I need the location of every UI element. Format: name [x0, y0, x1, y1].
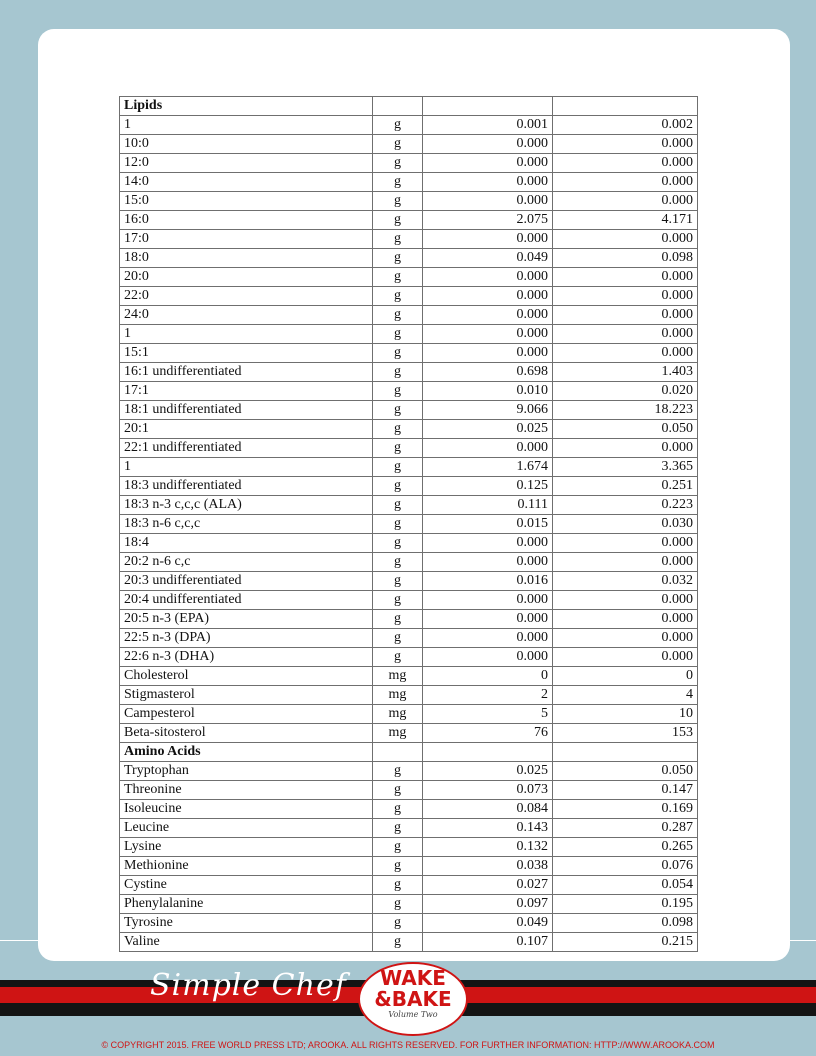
table-row: [120, 363, 698, 382]
unit: g: [373, 458, 423, 477]
nutrient-name: 18:1 undifferentiated: [120, 401, 373, 420]
nutrient-name: 1: [120, 325, 373, 344]
copyright-notice: © COPYRIGHT 2015. FREE WORLD PRESS LTD; AROOKA. ALL RIGHTS RESERVED. FOR FURTHER INFORMATION: HTTP://WWW.AROOKA.COM: [101, 1040, 715, 1050]
wake-bake-logo: [358, 962, 468, 1036]
table-row: [120, 914, 698, 933]
table-row: [120, 819, 698, 838]
amount-total: 0.169: [553, 800, 698, 819]
table-row: [120, 135, 698, 154]
amount-total: 4: [553, 686, 698, 705]
section-header-row: [120, 97, 698, 116]
amount-per-serving: 0.107: [423, 933, 553, 952]
amount-per-serving: 0: [423, 667, 553, 686]
nutrient-name: Cystine: [120, 876, 373, 895]
unit: g: [373, 857, 423, 876]
unit: g: [373, 572, 423, 591]
table-row: [120, 933, 698, 952]
table-row: [120, 553, 698, 572]
table-row: [120, 439, 698, 458]
table-row: [120, 876, 698, 895]
table-row: [120, 230, 698, 249]
table-row: [120, 762, 698, 781]
unit: g: [373, 781, 423, 800]
unit: g: [373, 762, 423, 781]
amount-total: 0.000: [553, 230, 698, 249]
amount-total: 0.076: [553, 857, 698, 876]
amount-total: 0.098: [553, 914, 698, 933]
unit: g: [373, 629, 423, 648]
table-row: [120, 477, 698, 496]
table-row: [120, 211, 698, 230]
nutrient-table: [119, 96, 698, 952]
unit: g: [373, 648, 423, 667]
unit: g: [373, 838, 423, 857]
simple-chef-logo: Simple Chef: [150, 968, 347, 1003]
table-row: [120, 420, 698, 439]
amount-total: 0.000: [553, 192, 698, 211]
nutrient-name: 20:0: [120, 268, 373, 287]
amount-total: 0.000: [553, 154, 698, 173]
unit: g: [373, 496, 423, 515]
unit: mg: [373, 724, 423, 743]
amount-per-serving: 0.000: [423, 553, 553, 572]
amount-per-serving: 1.674: [423, 458, 553, 477]
amount-per-serving: 2.075: [423, 211, 553, 230]
amount-total: 0.265: [553, 838, 698, 857]
amount-total: 0.000: [553, 553, 698, 572]
unit: g: [373, 173, 423, 192]
unit: g: [373, 344, 423, 363]
table-row: [120, 667, 698, 686]
amount-total: 0.000: [553, 287, 698, 306]
table-row: [120, 534, 698, 553]
nutrient-name: 10:0: [120, 135, 373, 154]
table-row: [120, 800, 698, 819]
table-row: [120, 610, 698, 629]
unit: g: [373, 819, 423, 838]
amount-total: 0.050: [553, 762, 698, 781]
unit: g: [373, 268, 423, 287]
amount-per-serving: 2: [423, 686, 553, 705]
amount-total: 0.000: [553, 648, 698, 667]
unit: mg: [373, 705, 423, 724]
amount-per-serving: 0.000: [423, 610, 553, 629]
empty-cell: [553, 97, 698, 116]
unit: g: [373, 306, 423, 325]
unit: g: [373, 135, 423, 154]
amount-total: 10: [553, 705, 698, 724]
section-header-row: [120, 743, 698, 762]
unit: g: [373, 914, 423, 933]
unit: mg: [373, 686, 423, 705]
table-row: [120, 249, 698, 268]
table-row: [120, 344, 698, 363]
nutrient-name: 1: [120, 458, 373, 477]
amount-total: 0.287: [553, 819, 698, 838]
amount-total: 0.000: [553, 268, 698, 287]
nutrient-name: Leucine: [120, 819, 373, 838]
nutrient-name: 20:3 undifferentiated: [120, 572, 373, 591]
unit: g: [373, 325, 423, 344]
amount-total: 0.147: [553, 781, 698, 800]
empty-cell: [373, 743, 423, 762]
nutrient-name: 20:4 undifferentiated: [120, 591, 373, 610]
nutrient-name: 18:3 n-3 c,c,c (ALA): [120, 496, 373, 515]
unit: g: [373, 591, 423, 610]
amount-total: 0.195: [553, 895, 698, 914]
amount-per-serving: 0.143: [423, 819, 553, 838]
amount-total: 0.054: [553, 876, 698, 895]
amount-total: 0.000: [553, 344, 698, 363]
amount-total: 0.000: [553, 610, 698, 629]
amount-per-serving: 0.049: [423, 914, 553, 933]
amount-per-serving: 0.084: [423, 800, 553, 819]
amount-per-serving: 0.132: [423, 838, 553, 857]
amount-per-serving: 0.000: [423, 591, 553, 610]
table-row: [120, 325, 698, 344]
table-row: [120, 648, 698, 667]
unit: g: [373, 515, 423, 534]
unit: g: [373, 230, 423, 249]
amount-per-serving: 0.111: [423, 496, 553, 515]
amount-per-serving: 0.000: [423, 439, 553, 458]
nutrient-name: 24:0: [120, 306, 373, 325]
table-row: [120, 724, 698, 743]
amount-per-serving: 5: [423, 705, 553, 724]
amount-per-serving: 0.000: [423, 173, 553, 192]
table-row: [120, 268, 698, 287]
unit: g: [373, 401, 423, 420]
amount-per-serving: 0.000: [423, 648, 553, 667]
unit: g: [373, 477, 423, 496]
amount-per-serving: 0.000: [423, 344, 553, 363]
nutrient-name: 14:0: [120, 173, 373, 192]
table-row: [120, 515, 698, 534]
nutrient-name: 15:1: [120, 344, 373, 363]
amount-per-serving: 0.000: [423, 154, 553, 173]
empty-cell: [423, 97, 553, 116]
nutrient-name: 18:4: [120, 534, 373, 553]
unit: g: [373, 382, 423, 401]
amount-total: 0.000: [553, 325, 698, 344]
amount-per-serving: 0.000: [423, 268, 553, 287]
page-edge-line-left: [0, 940, 38, 941]
section-title: Amino Acids: [120, 743, 373, 762]
amount-total: 0.000: [553, 534, 698, 553]
unit: g: [373, 287, 423, 306]
table-row: [120, 306, 698, 325]
nutrient-name: 22:1 undifferentiated: [120, 439, 373, 458]
nutrient-name: Stigmasterol: [120, 686, 373, 705]
amount-per-serving: 0.698: [423, 363, 553, 382]
amount-total: 18.223: [553, 401, 698, 420]
nutrient-name: 16:1 undifferentiated: [120, 363, 373, 382]
nutrient-name: Lysine: [120, 838, 373, 857]
empty-cell: [423, 743, 553, 762]
amount-per-serving: 0.125: [423, 477, 553, 496]
unit: g: [373, 895, 423, 914]
nutrient-name: Cholesterol: [120, 667, 373, 686]
unit: g: [373, 933, 423, 952]
nutrient-name: Threonine: [120, 781, 373, 800]
amount-total: 0.020: [553, 382, 698, 401]
unit: g: [373, 420, 423, 439]
nutrient-name: 1: [120, 116, 373, 135]
logo-word-bake: &BAKE: [374, 987, 452, 1011]
amount-per-serving: 0.010: [423, 382, 553, 401]
amount-total: 0.098: [553, 249, 698, 268]
nutrient-table-body: [120, 97, 698, 952]
table-row: [120, 458, 698, 477]
nutrient-name: 18:3 n-6 c,c,c: [120, 515, 373, 534]
amount-total: 0.000: [553, 135, 698, 154]
amount-total: 0.215: [553, 933, 698, 952]
amount-total: 0.032: [553, 572, 698, 591]
unit: g: [373, 534, 423, 553]
amount-per-serving: 0.000: [423, 629, 553, 648]
amount-total: 0.000: [553, 629, 698, 648]
amount-total: 0.030: [553, 515, 698, 534]
amount-total: 0.050: [553, 420, 698, 439]
nutrient-name: Tryptophan: [120, 762, 373, 781]
table-row: [120, 591, 698, 610]
amount-per-serving: 0.073: [423, 781, 553, 800]
unit: g: [373, 249, 423, 268]
table-row: [120, 192, 698, 211]
nutrient-name: 17:1: [120, 382, 373, 401]
nutrient-name: 17:0: [120, 230, 373, 249]
table-row: [120, 838, 698, 857]
unit: g: [373, 553, 423, 572]
nutrient-name: 20:5 n-3 (EPA): [120, 610, 373, 629]
nutrient-name: 22:5 n-3 (DPA): [120, 629, 373, 648]
nutrient-name: 22:0: [120, 287, 373, 306]
amount-total: 153: [553, 724, 698, 743]
table-row: [120, 496, 698, 515]
table-row: [120, 116, 698, 135]
unit: g: [373, 363, 423, 382]
amount-per-serving: 0.000: [423, 192, 553, 211]
nutrient-name: Isoleucine: [120, 800, 373, 819]
nutrient-name: Phenylalanine: [120, 895, 373, 914]
amount-per-serving: 0.000: [423, 306, 553, 325]
amount-per-serving: 0.038: [423, 857, 553, 876]
amount-per-serving: 0.025: [423, 420, 553, 439]
amount-per-serving: 9.066: [423, 401, 553, 420]
nutrient-name: 18:3 undifferentiated: [120, 477, 373, 496]
nutrient-name: Tyrosine: [120, 914, 373, 933]
table-row: [120, 287, 698, 306]
amount-total: 0.000: [553, 173, 698, 192]
amount-per-serving: 0.000: [423, 534, 553, 553]
unit: g: [373, 211, 423, 230]
amount-per-serving: 0.097: [423, 895, 553, 914]
amount-per-serving: 0.025: [423, 762, 553, 781]
unit: mg: [373, 667, 423, 686]
unit: g: [373, 192, 423, 211]
unit: g: [373, 439, 423, 458]
logo-volume: Volume Two: [388, 1010, 438, 1019]
amount-per-serving: 0.016: [423, 572, 553, 591]
table-row: [120, 629, 698, 648]
table-row: [120, 572, 698, 591]
nutrient-name: Valine: [120, 933, 373, 952]
amount-total: 0.002: [553, 116, 698, 135]
amount-per-serving: 0.000: [423, 325, 553, 344]
amount-per-serving: 0.027: [423, 876, 553, 895]
unit: g: [373, 154, 423, 173]
amount-per-serving: 0.000: [423, 287, 553, 306]
table-row: [120, 686, 698, 705]
table-row: [120, 857, 698, 876]
nutrient-name: Beta-sitosterol: [120, 724, 373, 743]
amount-per-serving: 0.049: [423, 249, 553, 268]
unit: g: [373, 610, 423, 629]
amount-total: 0.000: [553, 591, 698, 610]
table-row: [120, 173, 698, 192]
nutrient-name: 20:2 n-6 c,c: [120, 553, 373, 572]
table-row: [120, 401, 698, 420]
logo-word-wake: WAKE: [380, 966, 446, 990]
table-row: [120, 382, 698, 401]
unit: g: [373, 800, 423, 819]
unit: g: [373, 876, 423, 895]
table-row: [120, 895, 698, 914]
amount-per-serving: 0.015: [423, 515, 553, 534]
amount-total: 0.000: [553, 306, 698, 325]
amount-total: 0.000: [553, 439, 698, 458]
table-row: [120, 154, 698, 173]
amount-per-serving: 0.000: [423, 135, 553, 154]
nutrient-name: Campesterol: [120, 705, 373, 724]
nutrient-name: 16:0: [120, 211, 373, 230]
nutrient-name: Methionine: [120, 857, 373, 876]
amount-total: 0: [553, 667, 698, 686]
empty-cell: [373, 97, 423, 116]
empty-cell: [553, 743, 698, 762]
page-edge-line-right: [790, 940, 816, 941]
amount-total: 0.251: [553, 477, 698, 496]
section-title: Lipids: [120, 97, 373, 116]
nutrient-name: 20:1: [120, 420, 373, 439]
unit: g: [373, 116, 423, 135]
table-row: [120, 781, 698, 800]
amount-per-serving: 0.001: [423, 116, 553, 135]
amount-total: 3.365: [553, 458, 698, 477]
nutrient-name: 18:0: [120, 249, 373, 268]
amount-total: 0.223: [553, 496, 698, 515]
nutrient-name: 22:6 n-3 (DHA): [120, 648, 373, 667]
amount-per-serving: 0.000: [423, 230, 553, 249]
amount-per-serving: 76: [423, 724, 553, 743]
table-row: [120, 705, 698, 724]
nutrient-name: 12:0: [120, 154, 373, 173]
nutrient-name: 15:0: [120, 192, 373, 211]
amount-total: 4.171: [553, 211, 698, 230]
amount-total: 1.403: [553, 363, 698, 382]
